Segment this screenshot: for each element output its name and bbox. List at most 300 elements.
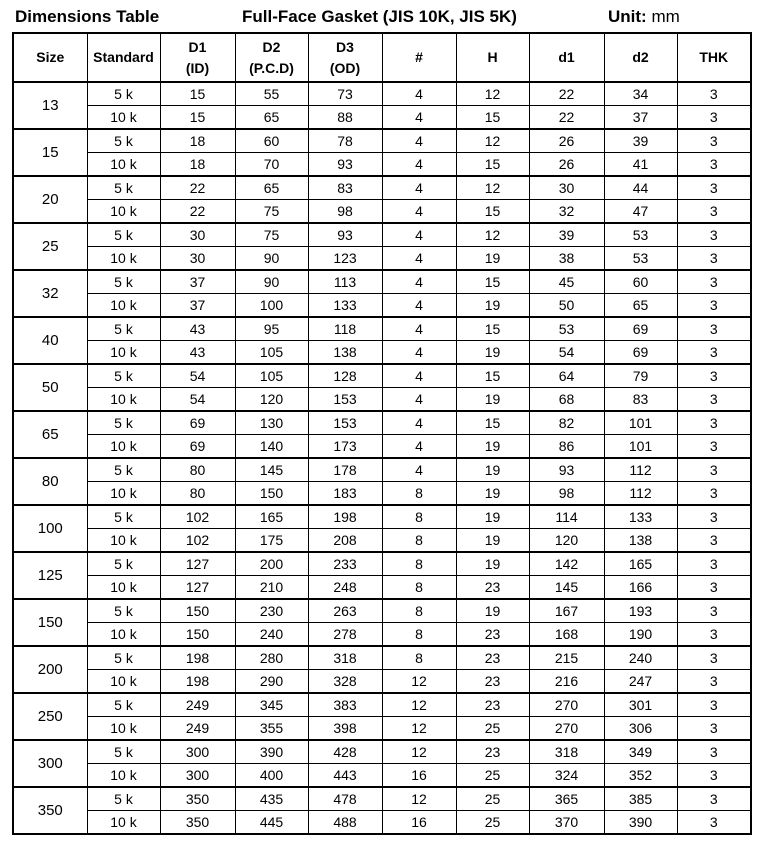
cell-hole-count: 4 <box>382 388 456 412</box>
size-cell: 125 <box>13 552 87 599</box>
cell-standard: 5 k <box>87 129 160 153</box>
unit-indicator <box>608 7 680 27</box>
cell-small-d1: 82 <box>529 411 604 435</box>
cell-standard: 5 k <box>87 458 160 482</box>
cell-d1: 18 <box>160 153 235 177</box>
cell-h: 15 <box>456 270 529 294</box>
cell-d3: 98 <box>308 200 382 224</box>
cell-small-d2: 47 <box>604 200 677 224</box>
cell-d1: 15 <box>160 106 235 130</box>
cell-standard: 10 k <box>87 435 160 459</box>
cell-standard: 10 k <box>87 388 160 412</box>
table-row <box>13 247 751 271</box>
cell-hole-count: 8 <box>382 599 456 623</box>
cell-standard: 5 k <box>87 552 160 576</box>
cell-d1: 150 <box>160 623 235 647</box>
cell-d1: 69 <box>160 435 235 459</box>
cell-h: 19 <box>456 341 529 365</box>
cell-d1: 54 <box>160 364 235 388</box>
cell-d2: 55 <box>235 82 308 106</box>
table-row <box>13 388 751 412</box>
cell-d3: 208 <box>308 529 382 553</box>
cell-small-d1: 22 <box>529 106 604 130</box>
cell-d1: 22 <box>160 176 235 200</box>
column-header-label: Size <box>36 49 65 65</box>
table-row <box>13 106 751 130</box>
cell-d2: 280 <box>235 646 308 670</box>
table-row <box>13 787 751 811</box>
cell-thk: 3 <box>677 411 751 435</box>
cell-hole-count: 12 <box>382 740 456 764</box>
cell-d3: 93 <box>308 223 382 247</box>
table-row <box>13 176 751 200</box>
cell-d3: 478 <box>308 787 382 811</box>
cell-small-d1: 86 <box>529 435 604 459</box>
cell-small-d1: 370 <box>529 811 604 835</box>
table-row <box>13 529 751 553</box>
cell-d3: 488 <box>308 811 382 835</box>
size-cell: 350 <box>13 787 87 834</box>
cell-standard: 5 k <box>87 223 160 247</box>
table-row <box>13 223 751 247</box>
cell-hole-count: 8 <box>382 482 456 506</box>
cell-d2: 105 <box>235 364 308 388</box>
cell-standard: 10 k <box>87 623 160 647</box>
cell-thk: 3 <box>677 200 751 224</box>
cell-h: 19 <box>456 435 529 459</box>
column-header-label: D2 <box>262 38 281 55</box>
unit-value: mm <box>651 7 680 26</box>
cell-d2: 175 <box>235 529 308 553</box>
cell-d3: 138 <box>308 341 382 365</box>
cell-d1: 150 <box>160 599 235 623</box>
cell-d2: 95 <box>235 317 308 341</box>
cell-h: 12 <box>456 176 529 200</box>
cell-thk: 3 <box>677 787 751 811</box>
cell-d3: 263 <box>308 599 382 623</box>
cell-d1: 300 <box>160 764 235 788</box>
cell-small-d2: 165 <box>604 552 677 576</box>
table-row <box>13 482 751 506</box>
column-header-sublabel: (OD) <box>329 59 361 76</box>
size-cell: 300 <box>13 740 87 787</box>
column-header-label: D3 <box>336 38 354 55</box>
cell-d2: 240 <box>235 623 308 647</box>
cell-thk: 3 <box>677 388 751 412</box>
cell-d1: 30 <box>160 223 235 247</box>
cell-small-d1: 142 <box>529 552 604 576</box>
cell-d1: 37 <box>160 294 235 318</box>
column-header-size <box>13 33 87 82</box>
cell-hole-count: 4 <box>382 411 456 435</box>
cell-standard: 5 k <box>87 411 160 435</box>
cell-d2: 75 <box>235 223 308 247</box>
table-row <box>13 717 751 741</box>
cell-small-d1: 167 <box>529 599 604 623</box>
cell-thk: 3 <box>677 247 751 271</box>
cell-thk: 3 <box>677 223 751 247</box>
cell-h: 25 <box>456 787 529 811</box>
table-row <box>13 505 751 529</box>
cell-small-d2: 133 <box>604 505 677 529</box>
cell-small-d1: 270 <box>529 717 604 741</box>
cell-standard: 5 k <box>87 693 160 717</box>
cell-thk: 3 <box>677 552 751 576</box>
cell-standard: 5 k <box>87 82 160 106</box>
cell-d2: 435 <box>235 787 308 811</box>
size-cell: 150 <box>13 599 87 646</box>
cell-small-d1: 39 <box>529 223 604 247</box>
cell-thk: 3 <box>677 505 751 529</box>
cell-thk: 3 <box>677 482 751 506</box>
cell-d3: 328 <box>308 670 382 694</box>
cell-d2: 400 <box>235 764 308 788</box>
table-row <box>13 693 751 717</box>
cell-d2: 200 <box>235 552 308 576</box>
cell-d1: 80 <box>160 482 235 506</box>
column-header-label: # <box>415 49 423 65</box>
table-row <box>13 552 751 576</box>
cell-h: 15 <box>456 200 529 224</box>
cell-hole-count: 8 <box>382 529 456 553</box>
cell-small-d2: 41 <box>604 153 677 177</box>
cell-small-d2: 53 <box>604 223 677 247</box>
cell-hole-count: 12 <box>382 670 456 694</box>
cell-d1: 127 <box>160 552 235 576</box>
cell-hole-count: 4 <box>382 153 456 177</box>
cell-d2: 90 <box>235 270 308 294</box>
cell-d3: 248 <box>308 576 382 600</box>
cell-d1: 102 <box>160 505 235 529</box>
column-header-hole-count <box>382 33 456 82</box>
cell-d2: 210 <box>235 576 308 600</box>
table-row <box>13 458 751 482</box>
cell-standard: 10 k <box>87 294 160 318</box>
column-header-sublabel: (P.C.D) <box>249 59 294 76</box>
table-row <box>13 623 751 647</box>
column-header-thk <box>677 33 751 82</box>
cell-d1: 43 <box>160 341 235 365</box>
cell-d1: 249 <box>160 717 235 741</box>
cell-hole-count: 4 <box>382 82 456 106</box>
cell-h: 15 <box>456 317 529 341</box>
cell-h: 23 <box>456 740 529 764</box>
cell-small-d2: 112 <box>604 482 677 506</box>
column-header-sublabel: (ID) <box>185 59 210 76</box>
dimensions-table <box>12 32 752 835</box>
cell-small-d1: 45 <box>529 270 604 294</box>
cell-thk: 3 <box>677 341 751 365</box>
cell-hole-count: 8 <box>382 505 456 529</box>
cell-d3: 118 <box>308 317 382 341</box>
header-row <box>13 33 751 82</box>
size-cell: 100 <box>13 505 87 552</box>
column-header-d3 <box>308 33 382 82</box>
cell-thk: 3 <box>677 670 751 694</box>
table-row <box>13 764 751 788</box>
cell-small-d2: 37 <box>604 106 677 130</box>
column-header-small-d2 <box>604 33 677 82</box>
table-row <box>13 317 751 341</box>
cell-d1: 43 <box>160 317 235 341</box>
cell-h: 15 <box>456 153 529 177</box>
cell-small-d2: 101 <box>604 435 677 459</box>
cell-standard: 5 k <box>87 505 160 529</box>
cell-hole-count: 4 <box>382 176 456 200</box>
cell-h: 19 <box>456 552 529 576</box>
cell-small-d2: 138 <box>604 529 677 553</box>
cell-d1: 102 <box>160 529 235 553</box>
table-row <box>13 646 751 670</box>
cell-h: 23 <box>456 646 529 670</box>
cell-small-d1: 216 <box>529 670 604 694</box>
cell-small-d2: 53 <box>604 247 677 271</box>
cell-small-d1: 270 <box>529 693 604 717</box>
cell-d3: 113 <box>308 270 382 294</box>
cell-standard: 10 k <box>87 106 160 130</box>
cell-hole-count: 4 <box>382 294 456 318</box>
cell-thk: 3 <box>677 740 751 764</box>
cell-d1: 15 <box>160 82 235 106</box>
cell-h: 19 <box>456 294 529 318</box>
cell-hole-count: 16 <box>382 811 456 835</box>
cell-small-d2: 349 <box>604 740 677 764</box>
cell-thk: 3 <box>677 153 751 177</box>
cell-d1: 249 <box>160 693 235 717</box>
cell-small-d1: 93 <box>529 458 604 482</box>
cell-d3: 233 <box>308 552 382 576</box>
cell-small-d1: 53 <box>529 317 604 341</box>
cell-hole-count: 12 <box>382 717 456 741</box>
cell-d3: 278 <box>308 623 382 647</box>
cell-hole-count: 4 <box>382 458 456 482</box>
column-header-d1 <box>160 33 235 82</box>
cell-small-d2: 166 <box>604 576 677 600</box>
cell-h: 15 <box>456 411 529 435</box>
cell-d2: 355 <box>235 717 308 741</box>
cell-small-d2: 247 <box>604 670 677 694</box>
column-header-standard <box>87 33 160 82</box>
cell-standard: 5 k <box>87 787 160 811</box>
cell-hole-count: 8 <box>382 552 456 576</box>
column-header-label: D1 <box>188 38 207 55</box>
cell-small-d1: 318 <box>529 740 604 764</box>
cell-standard: 5 k <box>87 599 160 623</box>
table-row <box>13 200 751 224</box>
cell-d3: 78 <box>308 129 382 153</box>
column-header-d2 <box>235 33 308 82</box>
cell-small-d1: 98 <box>529 482 604 506</box>
unit-label: Unit: <box>608 7 647 26</box>
cell-hole-count: 4 <box>382 435 456 459</box>
cell-h: 15 <box>456 106 529 130</box>
cell-d1: 22 <box>160 200 235 224</box>
cell-d3: 398 <box>308 717 382 741</box>
cell-d1: 300 <box>160 740 235 764</box>
cell-standard: 10 k <box>87 670 160 694</box>
cell-standard: 5 k <box>87 740 160 764</box>
cell-d3: 83 <box>308 176 382 200</box>
table-row <box>13 153 751 177</box>
cell-d3: 133 <box>308 294 382 318</box>
cell-h: 15 <box>456 364 529 388</box>
cell-hole-count: 4 <box>382 317 456 341</box>
cell-d3: 428 <box>308 740 382 764</box>
cell-thk: 3 <box>677 82 751 106</box>
cell-d2: 145 <box>235 458 308 482</box>
cell-small-d1: 365 <box>529 787 604 811</box>
cell-d3: 93 <box>308 153 382 177</box>
cell-small-d1: 30 <box>529 176 604 200</box>
cell-small-d1: 145 <box>529 576 604 600</box>
cell-standard: 10 k <box>87 482 160 506</box>
table-row <box>13 82 751 106</box>
cell-h: 12 <box>456 223 529 247</box>
cell-small-d1: 26 <box>529 129 604 153</box>
cell-h: 25 <box>456 811 529 835</box>
cell-h: 12 <box>456 82 529 106</box>
table-row <box>13 811 751 835</box>
cell-thk: 3 <box>677 764 751 788</box>
table-row <box>13 435 751 459</box>
cell-d2: 345 <box>235 693 308 717</box>
size-cell: 80 <box>13 458 87 505</box>
cell-d2: 90 <box>235 247 308 271</box>
cell-d3: 183 <box>308 482 382 506</box>
cell-hole-count: 4 <box>382 247 456 271</box>
cell-d2: 70 <box>235 153 308 177</box>
size-cell: 32 <box>13 270 87 317</box>
cell-d1: 18 <box>160 129 235 153</box>
table-row <box>13 599 751 623</box>
cell-h: 19 <box>456 599 529 623</box>
size-cell: 200 <box>13 646 87 693</box>
cell-hole-count: 8 <box>382 623 456 647</box>
cell-small-d1: 50 <box>529 294 604 318</box>
table-row <box>13 576 751 600</box>
cell-small-d2: 390 <box>604 811 677 835</box>
cell-thk: 3 <box>677 623 751 647</box>
table-row <box>13 740 751 764</box>
cell-standard: 5 k <box>87 317 160 341</box>
cell-d3: 173 <box>308 435 382 459</box>
cell-d3: 128 <box>308 364 382 388</box>
page-title: Full-Face Gasket (JIS 10K, JIS 5K) <box>242 7 517 26</box>
cell-small-d2: 69 <box>604 341 677 365</box>
cell-thk: 3 <box>677 176 751 200</box>
cell-standard: 10 k <box>87 717 160 741</box>
cell-d2: 130 <box>235 411 308 435</box>
cell-thk: 3 <box>677 435 751 459</box>
cell-standard: 5 k <box>87 270 160 294</box>
cell-small-d1: 120 <box>529 529 604 553</box>
cell-d3: 73 <box>308 82 382 106</box>
cell-h: 23 <box>456 670 529 694</box>
cell-d1: 80 <box>160 458 235 482</box>
cell-d1: 350 <box>160 787 235 811</box>
cell-d1: 69 <box>160 411 235 435</box>
cell-d2: 105 <box>235 341 308 365</box>
size-cell: 250 <box>13 693 87 740</box>
table-row <box>13 294 751 318</box>
cell-standard: 10 k <box>87 576 160 600</box>
table-row <box>13 364 751 388</box>
size-cell: 13 <box>13 82 87 129</box>
cell-small-d2: 39 <box>604 129 677 153</box>
cell-hole-count: 12 <box>382 693 456 717</box>
cell-d3: 178 <box>308 458 382 482</box>
cell-small-d2: 352 <box>604 764 677 788</box>
column-header-label: d2 <box>632 49 649 65</box>
cell-thk: 3 <box>677 106 751 130</box>
table-label: Dimensions Table <box>15 7 160 26</box>
cell-d2: 290 <box>235 670 308 694</box>
cell-standard: 10 k <box>87 529 160 553</box>
cell-d2: 140 <box>235 435 308 459</box>
table-row <box>13 341 751 365</box>
cell-d2: 390 <box>235 740 308 764</box>
cell-d1: 127 <box>160 576 235 600</box>
column-header-small-d1 <box>529 33 604 82</box>
cell-h: 19 <box>456 505 529 529</box>
cell-d3: 443 <box>308 764 382 788</box>
cell-thk: 3 <box>677 294 751 318</box>
table-header <box>13 33 751 82</box>
cell-d1: 37 <box>160 270 235 294</box>
cell-d2: 65 <box>235 176 308 200</box>
column-header-label: Standard <box>93 49 154 65</box>
cell-standard: 10 k <box>87 811 160 835</box>
cell-d2: 75 <box>235 200 308 224</box>
size-cell: 25 <box>13 223 87 270</box>
cell-small-d2: 301 <box>604 693 677 717</box>
cell-d1: 198 <box>160 670 235 694</box>
column-header-label: H <box>487 49 498 65</box>
cell-hole-count: 4 <box>382 223 456 247</box>
cell-small-d2: 190 <box>604 623 677 647</box>
cell-hole-count: 12 <box>382 787 456 811</box>
cell-thk: 3 <box>677 717 751 741</box>
cell-thk: 3 <box>677 599 751 623</box>
column-header-label: THK <box>699 49 729 65</box>
cell-small-d2: 34 <box>604 82 677 106</box>
cell-d1: 198 <box>160 646 235 670</box>
cell-small-d1: 168 <box>529 623 604 647</box>
cell-standard: 5 k <box>87 646 160 670</box>
cell-h: 19 <box>456 388 529 412</box>
cell-standard: 5 k <box>87 364 160 388</box>
column-header-h <box>456 33 529 82</box>
cell-d3: 123 <box>308 247 382 271</box>
cell-small-d1: 26 <box>529 153 604 177</box>
cell-hole-count: 8 <box>382 646 456 670</box>
cell-small-d2: 83 <box>604 388 677 412</box>
cell-thk: 3 <box>677 693 751 717</box>
cell-d2: 120 <box>235 388 308 412</box>
cell-d3: 88 <box>308 106 382 130</box>
cell-d2: 165 <box>235 505 308 529</box>
cell-d2: 65 <box>235 106 308 130</box>
cell-hole-count: 4 <box>382 129 456 153</box>
size-cell: 65 <box>13 411 87 458</box>
size-cell: 20 <box>13 176 87 223</box>
cell-small-d1: 38 <box>529 247 604 271</box>
cell-small-d1: 68 <box>529 388 604 412</box>
cell-h: 23 <box>456 693 529 717</box>
cell-d3: 198 <box>308 505 382 529</box>
cell-small-d1: 324 <box>529 764 604 788</box>
cell-small-d1: 114 <box>529 505 604 529</box>
